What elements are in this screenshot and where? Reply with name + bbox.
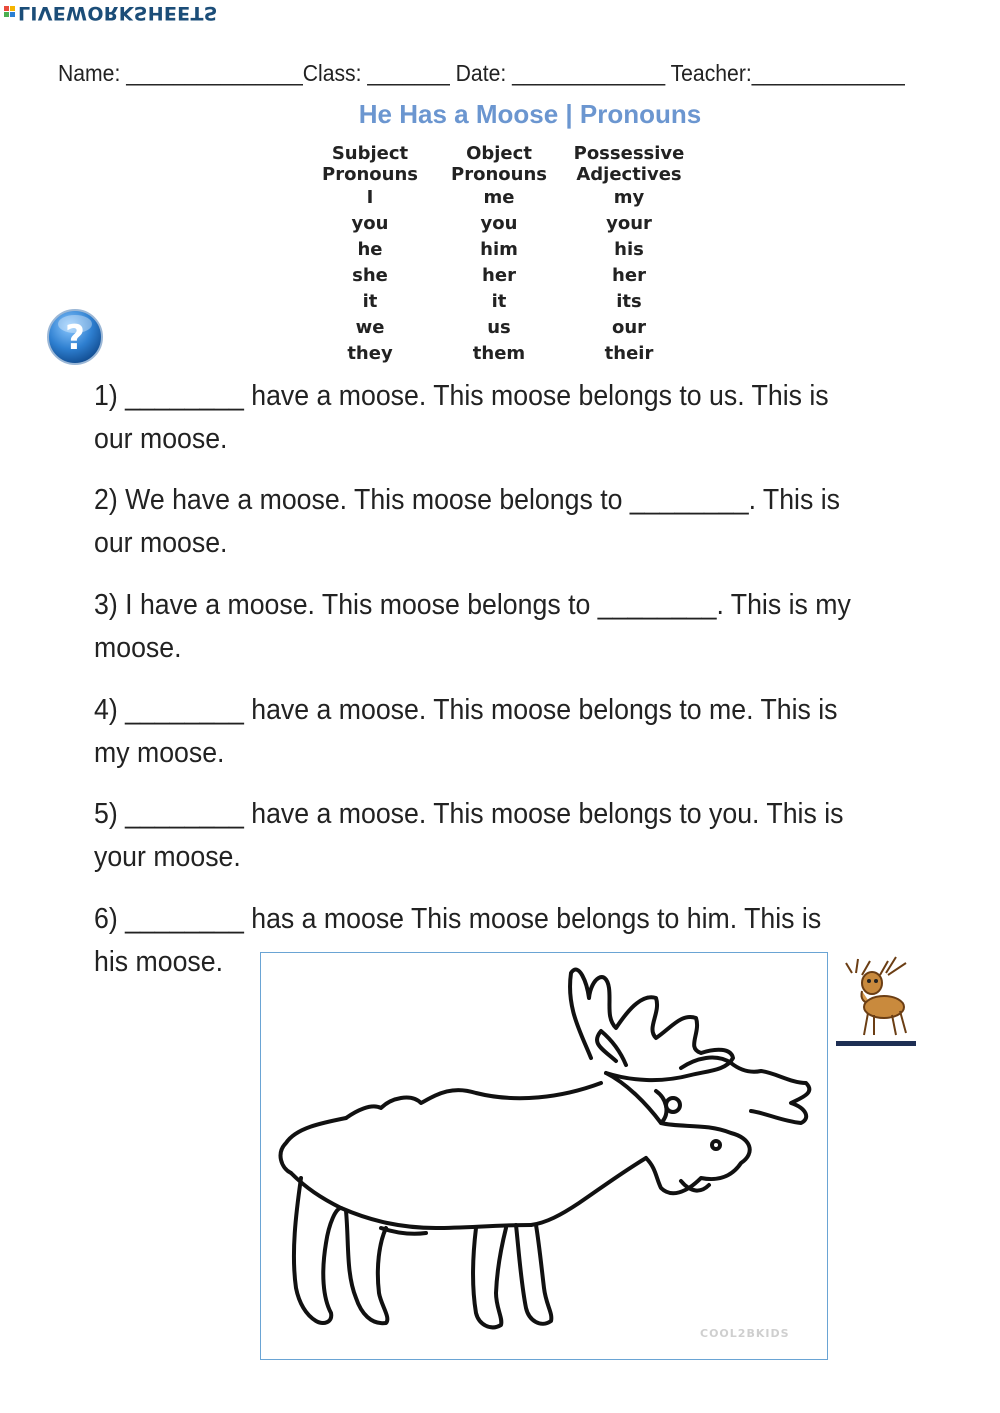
table-cell: his: [614, 239, 644, 260]
table-cell: their: [604, 343, 654, 364]
column-header: Possessive Adjectives: [573, 143, 685, 185]
table-cell: they: [347, 343, 393, 364]
table-cell: she: [352, 265, 388, 286]
moose-image-watermark: COOL2BKIDS: [700, 1327, 790, 1340]
question-1: 1) ________ have a moose. This moose belongs to us. This is our moose.: [94, 380, 829, 455]
question-2: 2) We have a moose. This moose belongs to ________. This is our moose.: [94, 484, 841, 559]
liveworksheets-logo: [4, 2, 224, 26]
table-cell: our: [611, 317, 647, 338]
moose-outline-image: [261, 953, 827, 1359]
table-cell: it: [491, 291, 507, 312]
cartoon-moose-thumbnail: [836, 951, 916, 1047]
logo-blocks-icon: [4, 6, 16, 20]
student-info-line: Name: _______________Class: _______ Date: _____________ Teacher:_____________: [58, 60, 905, 86]
column-header: Object Pronouns: [451, 143, 547, 185]
table-cell: you: [351, 213, 389, 234]
table-cell: it: [362, 291, 378, 312]
object-pronouns-column: [429, 143, 569, 367]
table-cell: its: [616, 291, 642, 312]
table-cell: her: [482, 265, 516, 286]
table-cell: her: [612, 265, 646, 286]
question-6: 6) ________ has a moose This moose belongs to him. This is his moose.: [94, 903, 822, 978]
logo-text: LIVEWORKSHEETS: [18, 2, 218, 24]
subject-pronouns-column: [300, 143, 440, 367]
page-title: He Has a Moose | Pronouns: [358, 99, 702, 129]
possessive-adjectives-column: [559, 143, 699, 367]
table-cell: he: [357, 239, 383, 260]
help-question-icon[interactable]: [46, 308, 104, 366]
question-5: 5) ________ have a moose. This moose belongs to you. This is your moose.: [94, 798, 844, 873]
table-cell: we: [355, 317, 385, 338]
table-cell: I: [366, 187, 374, 208]
question-4: 4) ________ have a moose. This moose belongs to me. This is my moose.: [94, 694, 838, 769]
table-cell: me: [483, 187, 515, 208]
table-cell: us: [487, 317, 511, 338]
column-header: Subject Pronouns: [322, 143, 418, 185]
svg-text:?: ?: [65, 318, 85, 358]
table-cell: you: [480, 213, 518, 234]
question-3: 3) I have a moose. This moose belongs to ________. This is my moose.: [94, 589, 851, 664]
table-cell: them: [472, 343, 526, 364]
moose-drawing: [260, 952, 828, 1360]
table-cell: my: [613, 187, 645, 208]
table-cell: him: [480, 239, 518, 260]
table-cell: your: [606, 213, 652, 234]
